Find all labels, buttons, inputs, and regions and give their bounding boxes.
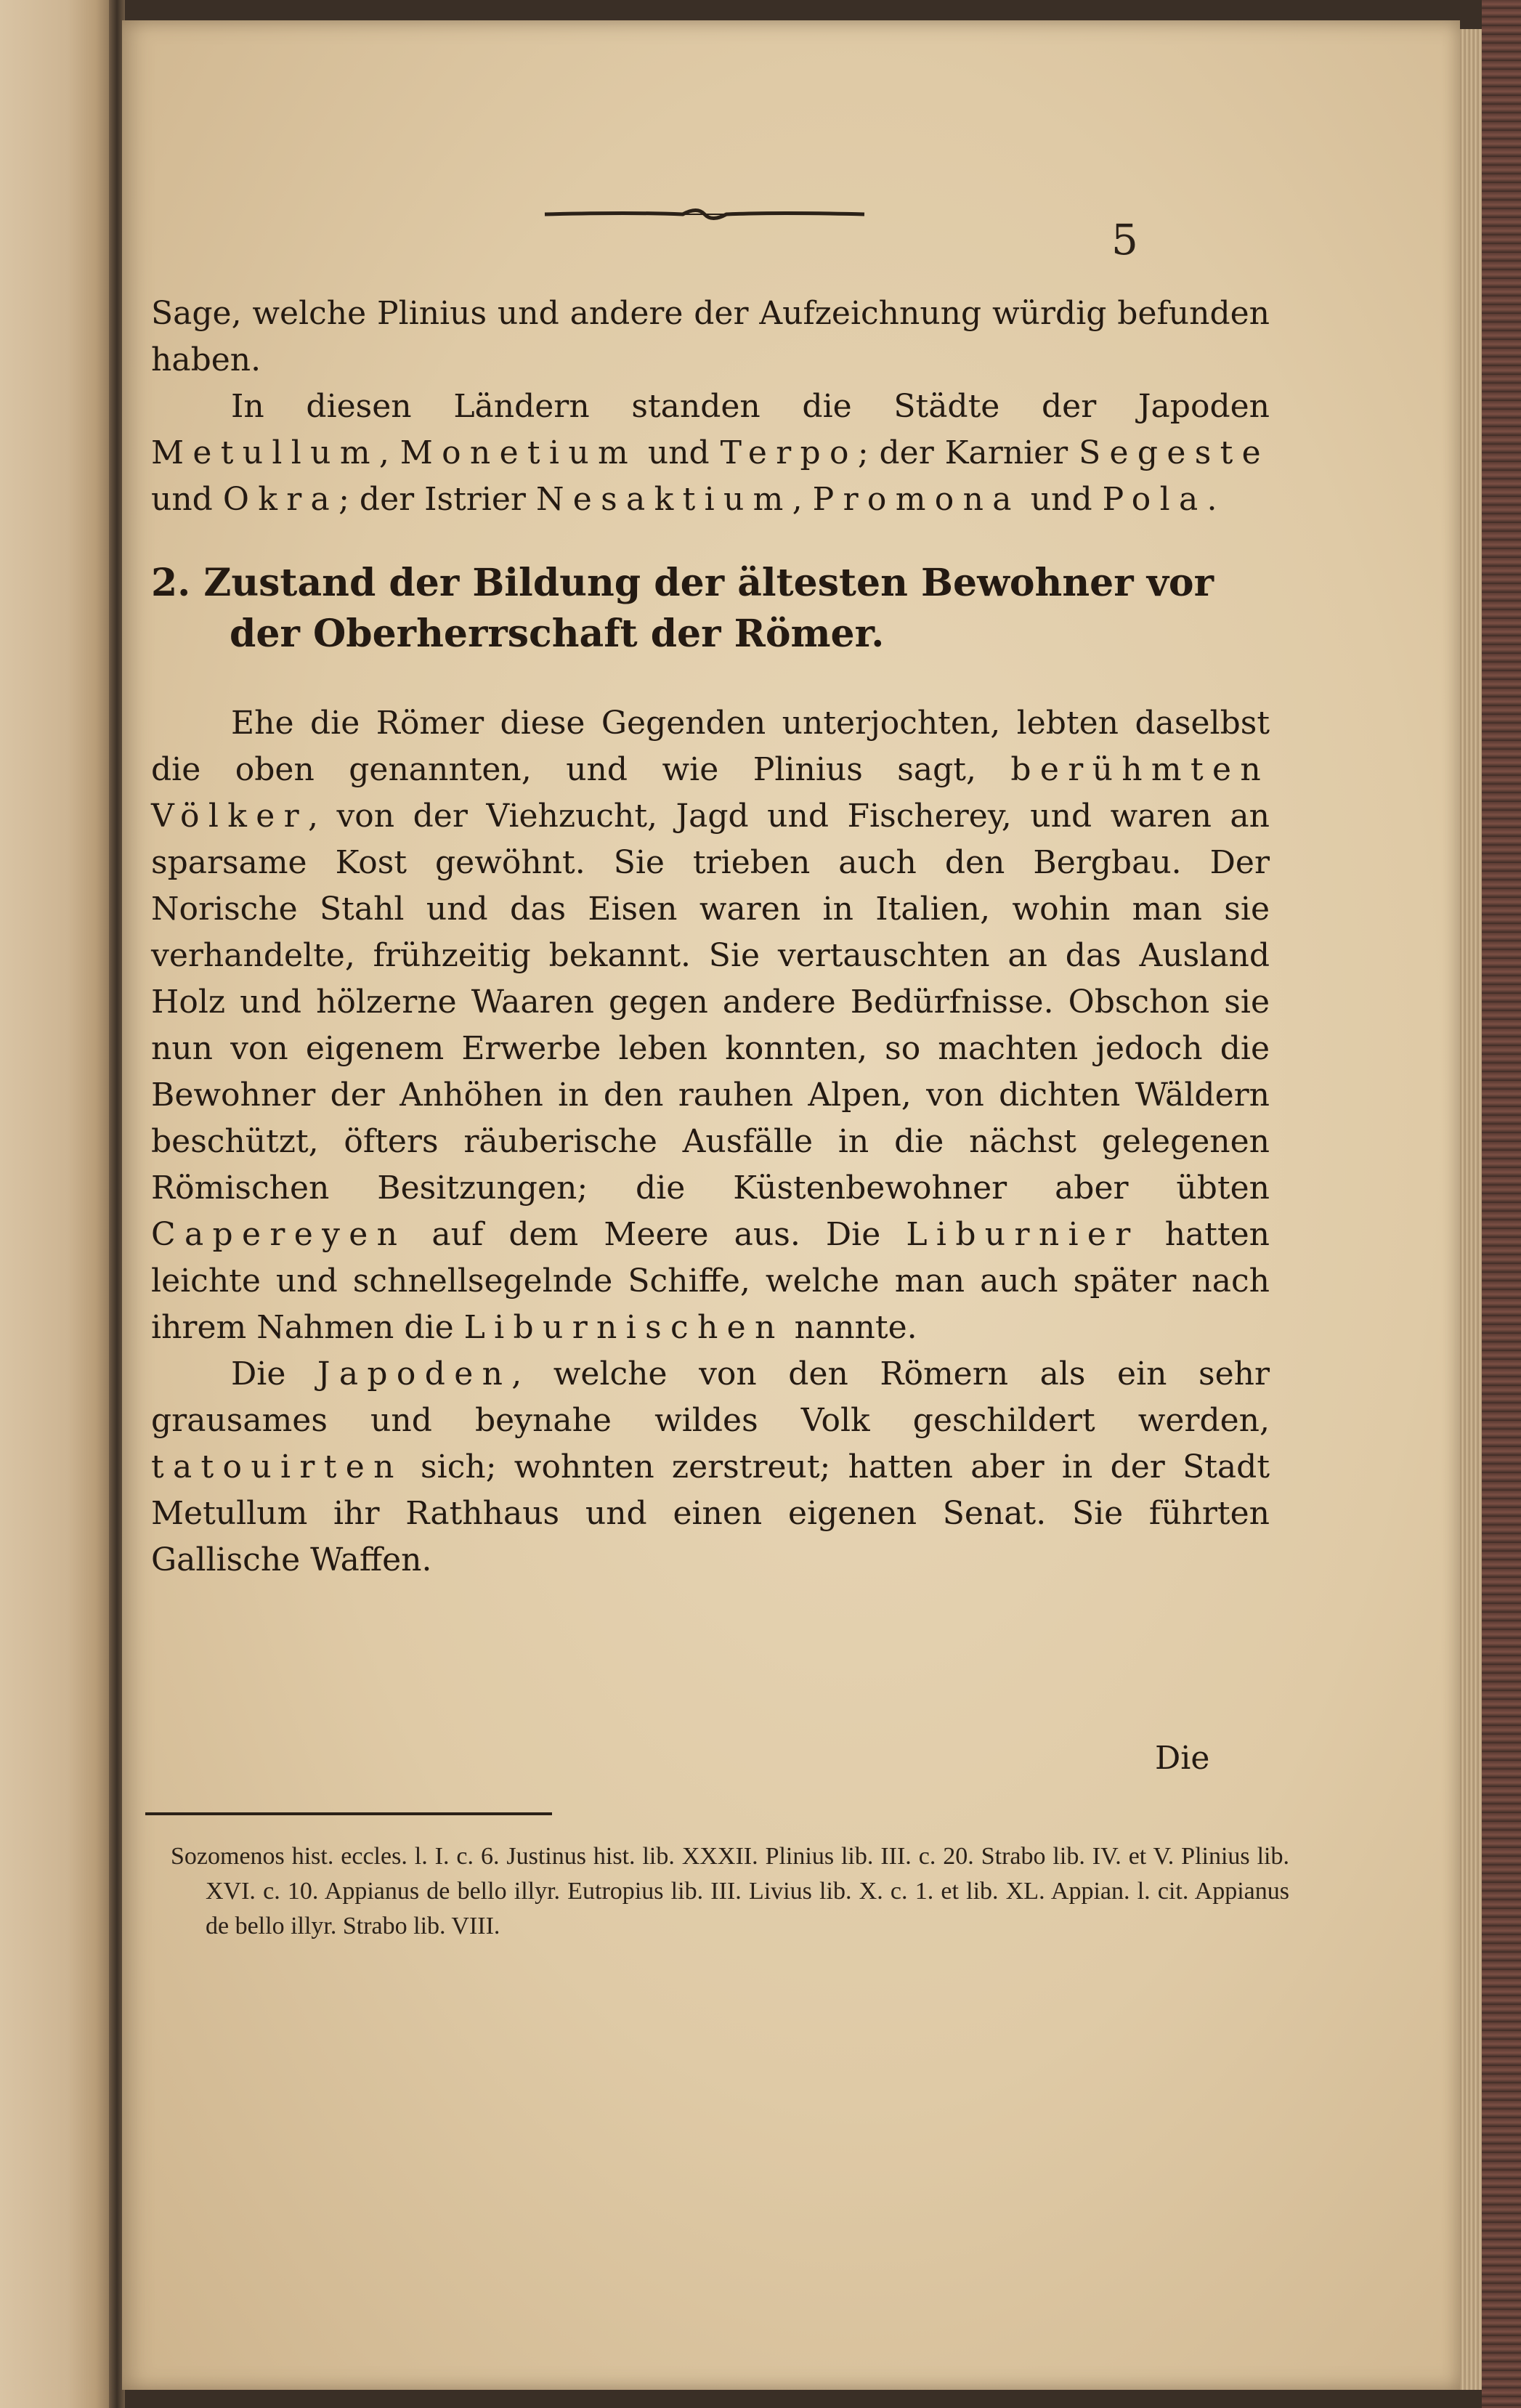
footnote-rule	[145, 1812, 552, 1815]
p2-end: .	[1206, 481, 1217, 518]
p2-sep-2: ,	[792, 481, 813, 518]
place-segeste: Segeste	[1079, 434, 1270, 471]
place-nesaktium: Nesaktium	[535, 481, 792, 518]
p3-text-e: nannte.	[784, 1309, 917, 1346]
place-terpo: Terpo	[720, 434, 858, 471]
p2-text-c: ; der Istrier	[338, 481, 536, 518]
p2-sep-1: ,	[378, 434, 400, 471]
paragraph-1	[151, 291, 1270, 384]
heading-line-2: der Oberherrschaft der Römer.	[230, 612, 885, 656]
p3-text-d: hatten leichte und schnellsegelnde Schiffe, welche man auch später nach ihrem Nahmen die	[151, 1216, 1270, 1346]
p2-and-2: und	[151, 481, 223, 518]
p4-text-a: Die	[231, 1355, 317, 1392]
p3-capereyen: Capereyen	[151, 1216, 407, 1253]
p3-liburnischen: Liburnischen	[463, 1309, 784, 1346]
page-number: 5	[1111, 215, 1138, 264]
p2-and-3: und	[1020, 481, 1103, 518]
paragraph-2	[151, 384, 1270, 523]
p4-japoden: Japoden	[317, 1355, 512, 1392]
book-cover-edge	[1482, 0, 1521, 2408]
p3-liburnier: Liburnier	[906, 1216, 1140, 1253]
footnotes	[171, 1839, 1289, 1944]
p2-text-b: ; der Karnier	[857, 434, 1079, 471]
p2-and-1: und	[637, 434, 721, 471]
p2-text-a: In diesen Ländern standen die Städte der Japoden	[231, 388, 1270, 425]
heading-line-1: 2. Zustand der Bildung der ältesten Bewohner vor	[151, 561, 1214, 605]
section-heading	[151, 558, 1270, 660]
facing-page-edge	[0, 0, 113, 2408]
place-okra: Okra	[222, 481, 339, 518]
p3-beruehmten: berühmten Völker	[151, 751, 1270, 835]
page-stack-edge	[1459, 29, 1483, 2390]
p4-text-c: sich; wohnten zerstreut; hatten aber in der Stadt Metullum ihr Rathhaus und einen eigenen Senat. Sie führten Gallische Waffen.	[151, 1448, 1270, 1578]
place-monetium: Monetium	[399, 434, 638, 471]
p3-text-a: Ehe die Römer diese Gegenden unterjochten, lebten daselbst die oben genannten, und wie Plinius sagt,	[151, 705, 1270, 788]
paragraph-3	[151, 700, 1270, 1351]
paragraph-1-text: Sage, welche Plinius und andere der Aufzeichnung würdig befunden haben.	[151, 295, 1270, 378]
catchword: Die	[1155, 1740, 1210, 1777]
p4-tatouirten: tatouirten	[151, 1448, 403, 1485]
place-pola: Pola	[1102, 481, 1207, 518]
place-metullum: Metullum	[151, 434, 379, 471]
p3-text-b: , von der Viehzucht, Jagd und Fischerey, und waren an sparsame Kost gewöhnt. Sie trieben auch den Bergbau. Der Norische Stahl und das Eisen waren in Italien, wohin man sie verhandelte, frühzeitig bekannt. Sie vertauschten an das Ausland Holz und hölzerne Waaren gegen andere Bedürfnisse. Obschon sie nun von eigenem Erwerbe leben konnten, so machten jedoch die Bewohner der Anhöhen in den rauhen Alpen, von dichten Wäldern beschützt, öfters räuberische Ausfälle in die nächst gelegenen Römischen Besitzungen; die Küstenbewohner aber übten	[151, 798, 1270, 1207]
p4-text-b: , welche von den Römern als ein sehr grausames und beynahe wildes Volk geschildert werden,	[151, 1355, 1270, 1439]
paragraph-4	[151, 1351, 1270, 1584]
place-promona: Promona	[812, 481, 1021, 518]
header-ornament	[487, 203, 922, 225]
main-text	[151, 291, 1270, 1584]
footnote-1: Sozomenos hist. eccles. l. I. c. 6. Justinus hist. lib. XXXII. Plinius lib. III. c. 20. Strabo lib. IV. et V. Plinius lib. XVI. c. 10. Appianus de bello illyr. Eutropius lib. III. Livius lib. X. c. 1. et lib. XL. Appian. l. cit. Appianus de bello illyr. Strabo lib. VIII.	[171, 1843, 1289, 1939]
p3-text-c: auf dem Meere aus. Die	[406, 1216, 906, 1253]
